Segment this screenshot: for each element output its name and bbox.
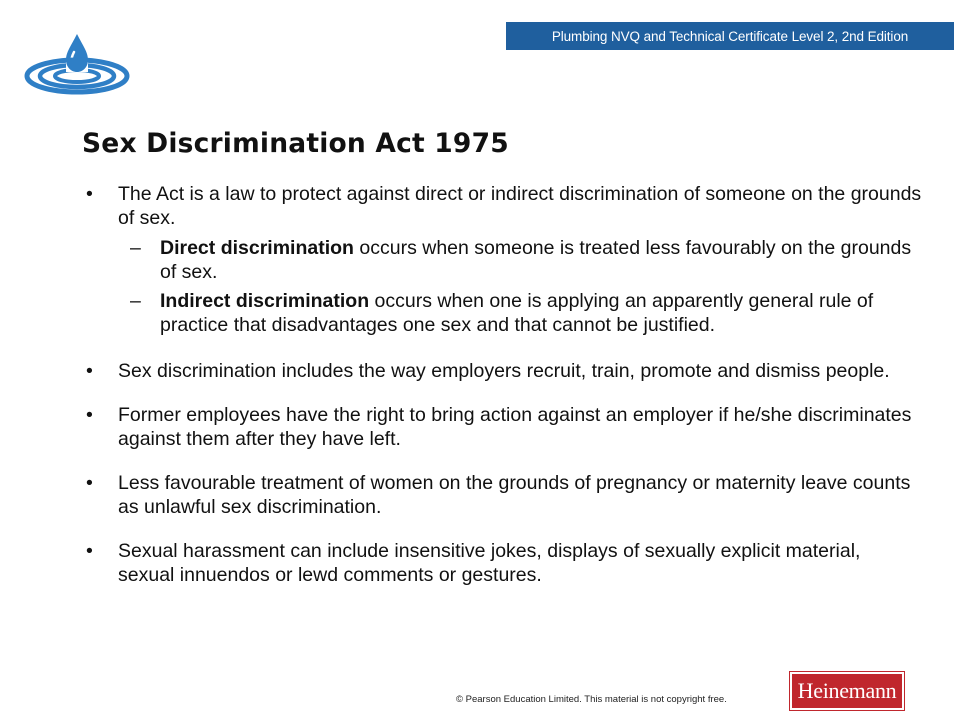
slide-content [82, 182, 922, 587]
bullet-text: Less favourable treatment of women on the grounds of pregnancy or maternity leave counts as unlawful sex discrimination. [118, 472, 911, 518]
sub-bullet-term: Direct discrimination [160, 237, 354, 259]
book-title-banner: Plumbing NVQ and Technical Certificate Level 2, 2nd Edition [506, 22, 954, 50]
bullet-text: Sexual harassment can include insensitive jokes, displays of sexually explicit material, sexual innuendos or lewd comments or gestures. [118, 540, 861, 586]
sub-bullet-term: Indirect discrimination [160, 290, 370, 312]
sub-bullet-marker: – [130, 290, 141, 312]
publisher-logo: Heinemann [790, 672, 904, 710]
bullet-item [82, 403, 922, 451]
bullet-marker: • [86, 360, 93, 382]
sub-bullet-text: occurs when one is applying an apparently general rule of practice that disadvantages one sex and that cannot be justified. [160, 290, 874, 336]
bullet-marker: • [86, 183, 93, 205]
bullet-marker: • [86, 472, 93, 494]
bullet-item [82, 182, 922, 230]
bullet-item [82, 359, 922, 383]
slide-title: Sex Discrimination Act 1975 [82, 128, 509, 159]
sub-bullet-item [82, 289, 922, 337]
water-drop-ripple-icon [22, 26, 132, 106]
bullet-text: Former employees have the right to bring action against an employer if he/she discriminates against them after they have left. [118, 404, 912, 450]
bullet-text: Sex discrimination includes the way employers recruit, train, promote and dismiss people. [118, 360, 890, 382]
copyright-notice: © Pearson Education Limited. This material is not copyright free. [456, 694, 727, 705]
bullet-item [82, 539, 922, 587]
bullet-marker: • [86, 540, 93, 562]
sub-bullet-text: occurs when someone is treated less favourably on the grounds of sex. [160, 237, 912, 283]
bullet-marker: • [86, 404, 93, 426]
sub-bullet-marker: – [130, 237, 141, 259]
bullet-item [82, 471, 922, 519]
bullet-text: The Act is a law to protect against direct or indirect discrimination of someone on the grounds of sex. [118, 183, 922, 229]
sub-bullet-item [82, 236, 922, 284]
